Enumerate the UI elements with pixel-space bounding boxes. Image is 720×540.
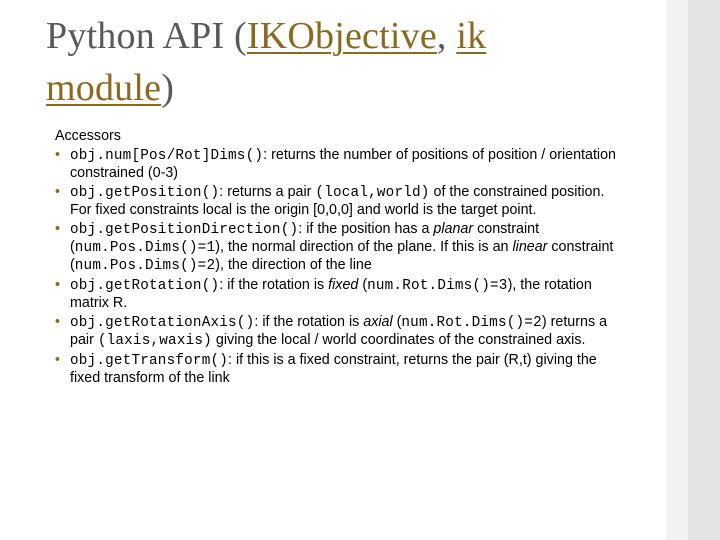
code-text: obj.getPositionDirection() xyxy=(70,221,299,238)
code-text: num.Rot.Dims()=3 xyxy=(367,278,508,294)
bullet: • xyxy=(55,314,61,330)
decorative-side-bar-dark xyxy=(688,0,720,540)
slide-body xyxy=(55,128,625,387)
item-text: constraint ( xyxy=(70,239,614,274)
bullet: • xyxy=(55,183,61,200)
code-text: num.Pos.Dims()=1 xyxy=(74,240,216,256)
list-item xyxy=(55,352,625,387)
list-item xyxy=(55,184,625,219)
item-text: : if the rotation is xyxy=(219,277,329,293)
bullet: • xyxy=(55,277,61,293)
item-text: giving the local / world coordinates of the constrained axis. xyxy=(211,332,586,349)
italic-text: axial xyxy=(363,314,393,330)
item-text: ) returns a pair xyxy=(70,314,608,349)
list-item xyxy=(55,221,625,276)
title-suffix: ) xyxy=(161,67,175,109)
item-text: ), the normal direction of the plane. If this is an xyxy=(215,239,513,255)
code-text: obj.getTransform() xyxy=(70,353,229,369)
item-text: : if this is a fixed constraint, returns the pair (R,t) giving the fixed transform of the link xyxy=(70,352,597,387)
code-text: (local,world) xyxy=(315,184,430,201)
item-text: : returns a pair xyxy=(219,183,316,200)
ikobjective-link[interactable]: IKObjective xyxy=(246,15,437,57)
item-text: : if the position has a xyxy=(298,220,434,237)
item-text: ( xyxy=(392,314,402,330)
title-prefix: Python API ( xyxy=(46,15,247,57)
module-link[interactable]: module xyxy=(46,67,162,109)
ik-link[interactable]: ik xyxy=(456,15,487,57)
italic-text: linear xyxy=(512,239,548,255)
bullet: • xyxy=(55,146,61,163)
item-text: ), the rotation matrix R. xyxy=(70,277,592,312)
slide-title xyxy=(46,10,646,114)
code-text: obj.getRotation() xyxy=(70,278,220,294)
code-text: obj.getRotationAxis() xyxy=(70,315,255,331)
bullet: • xyxy=(55,352,61,368)
italic-text: fixed xyxy=(328,277,359,293)
item-text: constraint ( xyxy=(70,220,540,255)
item-text: of the constrained position. For fixed constraints local is the origin [0,0,0] and world is the target point. xyxy=(70,183,605,218)
bullet: • xyxy=(55,220,61,237)
item-text: : if the rotation is xyxy=(254,314,364,330)
list-item xyxy=(55,314,625,350)
code-text: (laxis,waxis) xyxy=(97,333,212,350)
item-text: ( xyxy=(358,277,368,293)
accessor-list xyxy=(55,147,625,388)
item-text: ), the direction of the line xyxy=(215,257,372,274)
code-text: num.Pos.Dims()=2 xyxy=(74,258,216,275)
code-text: num.Rot.Dims()=2 xyxy=(401,315,542,331)
item-text: : returns the number of positions of position / orientation constrained (0-3) xyxy=(70,146,617,181)
title-separator: , xyxy=(436,15,457,57)
code-text: obj.getPosition() xyxy=(70,184,220,201)
list-item xyxy=(55,277,625,312)
section-heading: Accessors xyxy=(55,128,121,144)
italic-text: planar xyxy=(433,220,474,237)
list-item xyxy=(55,147,625,182)
code-text: obj.num[Pos/Rot]Dims() xyxy=(70,147,264,164)
